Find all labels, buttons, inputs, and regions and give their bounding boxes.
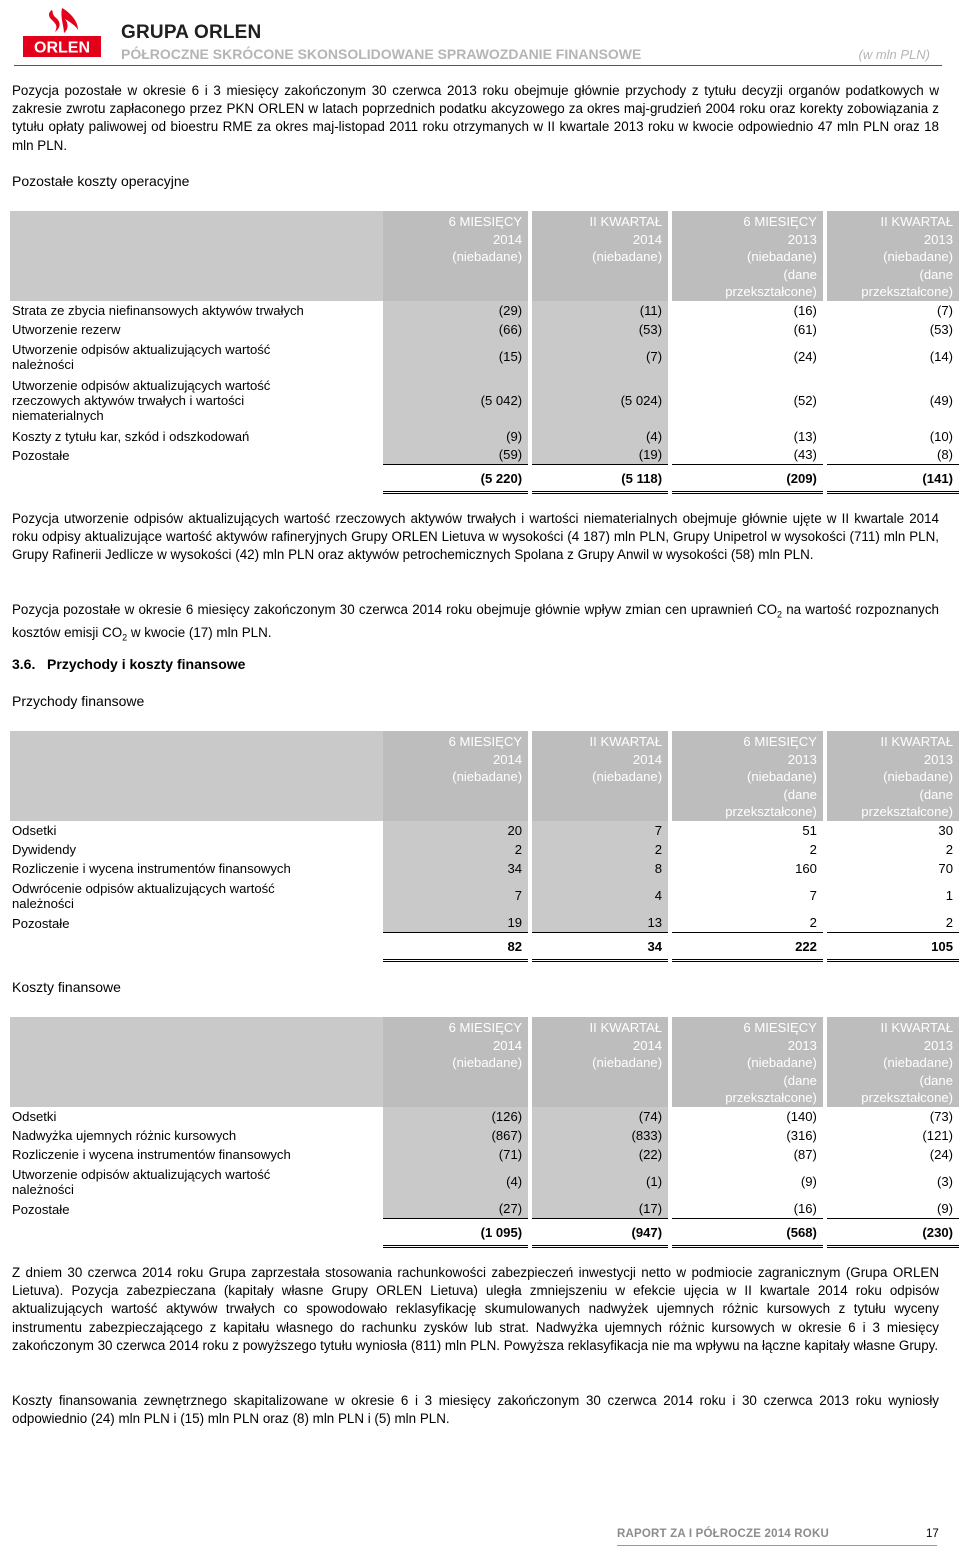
row-label: Pozostałe [12, 915, 70, 931]
col-header: II KWARTAŁ 2013 (niebadane) (dane przekształcone) [827, 731, 959, 821]
table-total-row [10, 465, 959, 493]
value-cell: 7 [532, 821, 668, 840]
row-label: Utworzenie rezerw [12, 321, 121, 337]
row-label: Pozostałe [12, 447, 70, 463]
col-header: II KWARTAŁ 2014 (niebadane) [532, 1017, 668, 1107]
value-cell: 160 [795, 860, 817, 876]
impairment-paragraph: Pozycja utworzenie odpisów aktualizujących wartość rzeczowych aktywów trwałych i wartości niematerialnych obejmuje głównie ujęte w II kwartale 2014 roku odpisy aktualizujące wartość aktywów rafineryjnych Grupy ORLEN Lietuva w wysokości (4 187) mln PLN, Grupy Unipetrol w wysokości (711) mln PLN, Grupy Rafinerii Jedlicze w wysokości (42) mln PLN oraz aktywów petrochemicznych Spolana z Grupy Anwil w wysokości (58) mln PLN. [12, 511, 939, 563]
row-label: Utworzenie odpisów aktualizujących wartość należności [12, 341, 271, 372]
row-label: Rozliczenie i wycena instrumentów finansowych [12, 860, 291, 876]
fin-income-title: Przychody finansowe [12, 693, 145, 709]
header-label-cell [10, 211, 383, 301]
value-cell: (49) [929, 393, 953, 408]
row-label: Rozliczenie i wycena instrumentów finansowych [12, 1146, 291, 1162]
col-header: 6 MIESIĘCY 2014 (niebadane) [383, 1017, 528, 1107]
table-total-row [10, 933, 959, 961]
capitalized-paragraph: Koszty finansowania zewnętrznego skapitalizowane w okresie 6 i 3 miesięcy zakończonym 30 czerwca 2014 roku i 30 czerwca 2013 roku wyniosły odpowiednio (24) mln PLN i (15) mln PLN oraz (8) mln PLN i (5) mln PLN. [12, 1393, 939, 1427]
table-header-row [10, 211, 959, 301]
col-header: 6 MIESIĘCY 2014 (niebadane) [383, 211, 528, 301]
row-label [10, 1219, 383, 1247]
value-cell: (209) [672, 465, 823, 493]
value-cell: (53) [532, 320, 668, 339]
value-cell: 20 [383, 821, 528, 840]
value-cell: (16) [793, 302, 817, 318]
value-cell: (59) [383, 446, 528, 465]
value-cell: (7) [936, 302, 953, 318]
row-label: Odwrócenie odpisów aktualizujących wartość należności [12, 880, 275, 911]
value-cell: (43) [793, 447, 817, 463]
page-header [0, 0, 960, 66]
value-cell: 2 [809, 841, 817, 857]
table-row [10, 859, 959, 878]
value-cell: (14) [929, 349, 953, 364]
value-cell: (140) [786, 1108, 817, 1124]
table-row [10, 320, 959, 339]
value-cell: (24) [793, 349, 817, 364]
unit-label: (w mln PLN) [858, 47, 930, 62]
value-cell: 222 [672, 933, 823, 961]
row-label: Koszty z tytułu kar, szkód i odszkodowań [12, 428, 250, 444]
table-row [10, 821, 959, 840]
value-cell: (5 042) [383, 375, 528, 427]
value-cell: (15) [383, 339, 528, 375]
row-label [10, 933, 383, 961]
row-label: Pozostałe [12, 1201, 70, 1217]
footer-report-label: RAPORT ZA I PÓŁROCZE 2014 ROKU [617, 1528, 829, 1540]
value-cell: 70 [938, 860, 953, 876]
value-cell: (19) [532, 446, 668, 465]
logo-text: ORLEN [34, 39, 90, 57]
value-cell: 7 [809, 888, 817, 903]
header-divider [14, 65, 942, 66]
col-header: 6 MIESIĘCY 2013 (niebadane) (dane przekształcone) [672, 1017, 823, 1107]
value-cell: 2 [945, 915, 953, 931]
row-label: Odsetki [12, 822, 57, 838]
value-cell: 1 [945, 888, 953, 903]
table-row [10, 1164, 959, 1200]
table-header-row [10, 731, 959, 821]
col-header: 6 MIESIĘCY 2014 (niebadane) [383, 731, 528, 821]
table-row [10, 878, 959, 914]
value-cell: (5 220) [383, 465, 528, 493]
value-cell: 19 [383, 914, 528, 933]
value-cell: (87) [793, 1146, 817, 1162]
value-cell: 51 [802, 822, 817, 838]
row-label: Strata ze zbycia niefinansowych aktywów trwałych [12, 302, 304, 318]
value-cell: 2 [945, 841, 953, 857]
value-cell: (22) [532, 1145, 668, 1164]
value-cell: 82 [383, 933, 528, 961]
value-cell: (947) [532, 1219, 668, 1247]
row-label: Utworzenie odpisów aktualizujących wartość rzeczowych aktywów trwałych i wartości niematerialnych [12, 378, 271, 423]
row-label: Utworzenie odpisów aktualizujących wartość należności [12, 1166, 271, 1197]
value-cell: (17) [532, 1200, 668, 1219]
value-cell: (3) [936, 1174, 953, 1189]
table-row [10, 301, 959, 320]
table-row [10, 1145, 959, 1164]
col-header: II KWARTAŁ 2014 (niebadane) [532, 731, 668, 821]
fin-costs-table [10, 1017, 959, 1248]
report-subtitle: PÓŁROCZNE SKRÓCONE SKONSOLIDOWANE SPRAWOZDANIE FINANSOWE [121, 46, 642, 62]
value-cell: (7) [532, 339, 668, 375]
value-cell: (13) [793, 428, 817, 444]
table-row [10, 1107, 959, 1126]
table-row [10, 840, 959, 859]
value-cell: 2 [383, 840, 528, 859]
value-cell: (867) [383, 1126, 528, 1145]
value-cell: (126) [383, 1107, 528, 1126]
orlen-logo [22, 6, 102, 58]
col-header: II KWARTAŁ 2014 (niebadane) [532, 211, 668, 301]
value-cell: 105 [827, 933, 959, 961]
value-cell: (4) [383, 1164, 528, 1200]
row-label [10, 465, 383, 493]
value-cell: 4 [532, 878, 668, 914]
value-cell: (230) [827, 1219, 959, 1247]
table-row [10, 914, 959, 933]
value-cell: (24) [929, 1146, 953, 1162]
intro-paragraph: Pozycja pozostałe w okresie 6 i 3 miesięcy zakończonym 30 czerwca 2013 roku obejmuje głównie przychody z tytułu decyzji organów podatkowych w zakresie zwrotu zapłaconego przez PKN ORLEN w latach poprzednich podatku akcyzowego za okres maj-grudzień 2004 roku oraz korekty zobowiązania z tytułu opłaty paliwowej od bioestru RME za okres maj-listopad 2011 roku otrzymanych w II kwartale 2013 roku w kwocie odpowiednio 47 mln PLN oraz 18 mln PLN. [12, 83, 939, 153]
value-cell: (9) [936, 1201, 953, 1217]
value-cell: (4) [532, 427, 668, 446]
value-cell: (8) [936, 447, 953, 463]
value-cell: 7 [383, 878, 528, 914]
row-label [10, 1017, 383, 1107]
col-header: II KWARTAŁ 2013 (niebadane) (dane przekształcone) [827, 1017, 959, 1107]
value-cell: (141) [827, 465, 959, 493]
value-cell: (71) [383, 1145, 528, 1164]
value-cell: (53) [929, 321, 953, 337]
value-cell: (1 095) [383, 1219, 528, 1247]
co2-paragraph: Pozycja pozostałe w okresie 6 miesięcy zakończonym 30 czerwca 2014 roku obejmuje głównie wpływ zmian cen uprawnień $CO_2$ na wartość rozpoznanych kosztów emisji $CO_2$ w kwocie (17) mln PLN. [12, 602, 939, 643]
page-number: 17 [926, 1528, 939, 1540]
table-row [10, 446, 959, 465]
value-cell: (16) [793, 1201, 817, 1217]
row-label: Nadwyżka ujemnych różnic kursowych [12, 1127, 237, 1143]
value-cell: (29) [383, 301, 528, 320]
value-cell: (61) [793, 321, 817, 337]
col-header: 6 MIESIĘCY 2013 (niebadane) (dane przekształcone) [672, 731, 823, 821]
value-cell: 2 [532, 840, 668, 859]
value-cell: 34 [383, 859, 528, 878]
fin-income-table [10, 731, 959, 962]
other-costs-table [10, 211, 959, 494]
value-cell: (9) [800, 1174, 817, 1189]
company-name: GRUPA ORLEN [121, 22, 262, 43]
value-cell: (11) [532, 301, 668, 320]
table-row [10, 339, 959, 375]
row-label: Dywidendy [12, 841, 77, 857]
value-cell: (52) [793, 393, 817, 408]
table-row [10, 375, 959, 427]
row-label: Odsetki [12, 1108, 57, 1124]
value-cell: (66) [383, 320, 528, 339]
table-row [10, 1200, 959, 1219]
value-cell: (73) [929, 1108, 953, 1124]
value-cell: 2 [809, 915, 817, 931]
table-header-row [10, 1017, 959, 1107]
row-label [10, 731, 383, 821]
value-cell: 13 [532, 914, 668, 933]
value-cell: (316) [786, 1127, 817, 1143]
value-cell: (121) [922, 1127, 953, 1143]
value-cell: (74) [532, 1107, 668, 1126]
fin-costs-title: Koszty finansowe [12, 979, 121, 995]
value-cell: (568) [672, 1219, 823, 1247]
other-costs-title: Pozostałe koszty operacyjne [12, 173, 190, 189]
value-cell: (10) [929, 428, 953, 444]
value-cell: 8 [532, 859, 668, 878]
value-cell: (27) [383, 1200, 528, 1219]
col-header: II KWARTAŁ 2013 (niebadane) (dane przekształcone) [827, 211, 959, 301]
table-row [10, 427, 959, 446]
section-heading: 3.6. Przychody i koszty finansowe [12, 656, 246, 672]
table-total-row [10, 1219, 959, 1247]
hedge-paragraph: Z dniem 30 czerwca 2014 roku Grupa zaprzestała stosowania rachunkowości zabezpieczeń inwestycji netto w podmiocie zagranicznym (Grupa ORLEN Lietuva). Pozycja zabezpieczana (kapitały własne Grupy ORLEN Lietuva) uległa zmniejszeniu w efekcie ujęcia w II kwartale 2014 roku odpisów aktualizujących wartość aktywów trwałych co spowodowało reklasyfikację skumulowanych nadwyżek ujemnych różnic kursowych z tytułu wyceny instrumentu zabezpieczającego z kapitału własnego do rachunku zysków lub strat. Nadwyżka ujemnych różnic kursowych w okresie 6 i 3 miesięcy zakończonym 30 czerwca 2014 roku z powyższego tytułu wyniosła (811) mln PLN. Powyższa reklasyfikacja nie ma wpływu na łączne kapitały własne Grupy. [12, 1265, 939, 1353]
value-cell: (5 024) [532, 375, 668, 427]
value-cell: (1) [532, 1164, 668, 1200]
value-cell: (9) [383, 427, 528, 446]
value-cell: (833) [532, 1126, 668, 1145]
value-cell: 30 [938, 822, 953, 838]
value-cell: (5 118) [532, 465, 668, 493]
value-cell: 34 [532, 933, 668, 961]
table-row [10, 1126, 959, 1145]
col-header: 6 MIESIĘCY 2013 (niebadane) (dane przekształcone) [672, 211, 823, 301]
